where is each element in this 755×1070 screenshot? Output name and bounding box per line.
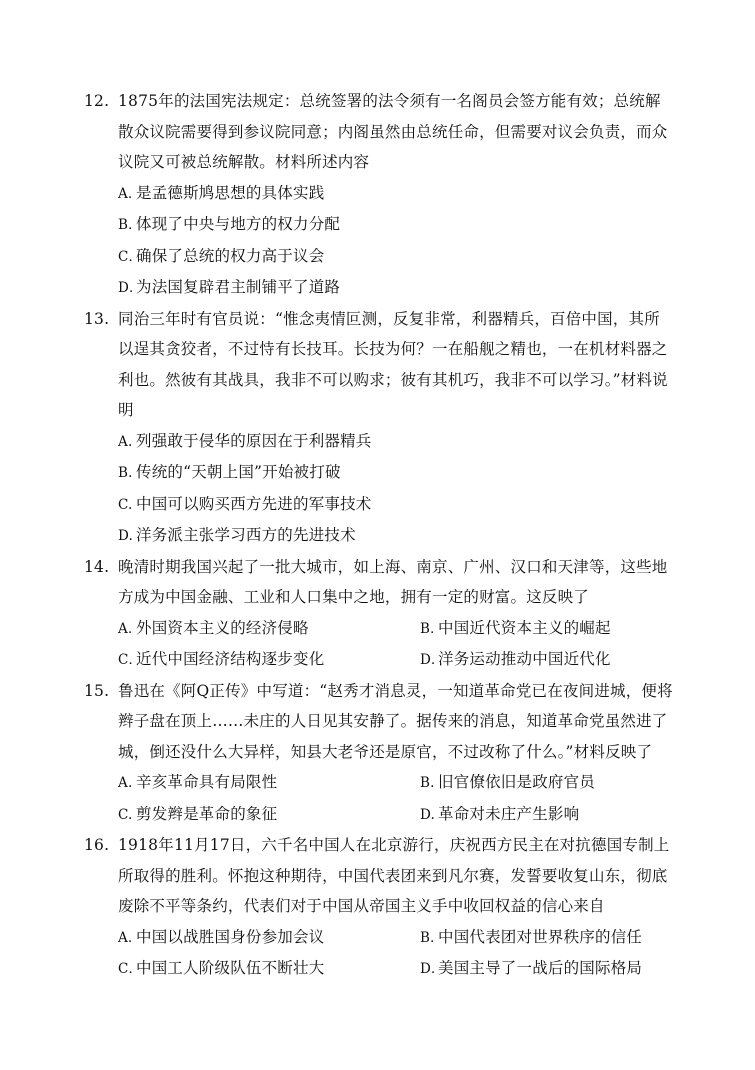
question-stem [0,552,755,613]
option-a [0,426,755,458]
option-b [0,457,755,489]
question-text: 鲁迅在《阿Q正传》中写道：“赵秀才消息灵，一知道革命党已在夜间进城，便将辫子盘在顶上……未庄的人日见其安静了。据传来的消息，知道革命党虽然进了城，倒还没什么大异样，知县大老爷还是原官，不过改称了什么。”材料反映了 [118,681,673,761]
option-letter: A． [118,620,142,637]
option-c [0,241,755,273]
option-text: 体现了中央与地方的权力分配 [136,215,341,233]
option-text: 中国代表团对世界秩序的信任 [438,927,643,946]
option-letter: C． [118,961,143,977]
option-letter: B. [420,775,435,791]
option-text: 近代中国经济结构逐步变化 [136,650,325,668]
option-letter: D. [420,806,436,823]
option-letter: D. [118,528,134,544]
option-text: 洋务派主张学习西方的先进技术 [136,526,356,544]
question-text: 1918年11月17日，六千名中国人在北京游行，庆祝西方民主在对抗德国专制上所取得的胜利。怀抱这种期待，中国代表团来到凡尔赛，发誓要收复山东，彻底废除不平等条约，代表们对于中国从帝国主义手中收回权益的信心来自 [118,836,670,915]
option-text: 革命对未庄产生影响 [438,804,580,823]
option-c [118,644,420,676]
question-text: 1875年的法国宪法规定：总统签署的法令须有一名阁员会签方能有效；总统解散众议院需要得到参议院同意；内阁虽然由总统任命，但需要对议会负责，而众议院又可被总统解散。材料所述内容 [118,92,668,171]
option-letter: B． [420,620,444,637]
option-letter: D． [118,280,143,296]
option-letter: B． [420,929,444,946]
option-c [118,799,420,831]
option-text: 旧官僚依旧是政府官员 [438,773,596,791]
option-text: 中国以战胜国身份参加会议 [136,927,325,946]
question-number: 12. [84,92,110,110]
option-text: 是孟德斯鸠思想的具体实践 [136,183,325,202]
option-list [0,426,755,552]
question-stem [0,86,755,178]
option-d [0,520,755,552]
question-14 [0,552,755,676]
option-c [0,489,755,521]
option-text: 剪发辫是革命的象征 [136,804,278,823]
question-stem [0,304,755,426]
option-text: 中国近代资本主义的崛起 [438,618,611,637]
option-text: 列强敢于侵华的原因在于利器精兵 [136,431,372,450]
option-text: 传统的“天朝上国”开始被打破 [136,463,341,481]
option-b [0,209,755,241]
option-letter: C． [118,652,143,668]
question-text: 晚清时期我国兴起了一批大城市，如上海、南京、广州、汉口和天津等，这些地方成为中国金融、工业和人口集中之地，拥有一定的财富。这反映了 [118,557,668,606]
option-d [420,799,720,831]
option-text: 中国工人阶级队伍不断壮大 [136,959,325,977]
option-text: 美国主导了一战后的国际格局 [438,959,643,977]
question-stem [0,676,755,768]
option-letter: C． [118,248,143,265]
option-d [420,644,720,676]
question-16 [0,830,755,985]
option-letter: D． [420,652,445,668]
option-letter: C. [118,806,133,823]
option-letter: A． [118,929,142,946]
option-list [0,178,755,304]
question-number: 16. [84,836,110,854]
option-text: 辛亥革命具有局限性 [136,773,278,791]
option-list [0,922,755,985]
option-letter: B. [118,465,133,481]
option-b [420,922,720,954]
option-letter: A． [118,185,142,202]
question-13 [0,304,755,552]
question-number: 13. [84,309,110,328]
option-letter: A. [118,775,133,791]
option-text: 为法国复辟君主制铺平了道路 [136,278,341,296]
option-a [118,613,420,645]
question-number: 14. [84,557,110,576]
option-text: 洋务运动推动中国近代化 [438,650,611,668]
option-list [0,767,755,830]
option-d [420,953,720,985]
option-a [0,178,755,210]
option-a [118,922,420,954]
exam-page [0,86,755,985]
option-letter: C. [118,496,133,513]
question-15 [0,676,755,831]
question-text: 同治三年时有官员说：“惟念夷情叵测，反复非常，利器精兵，百倍中国，其所以逞其贪狡者，不过恃有长技耳。长技为何？一在船舰之精也，一在机材料器之利也。然彼有其战具，我非不可以购求；彼有其机巧，我非不可以学习。”材料说明 [118,309,668,419]
option-c [118,953,420,985]
option-b [420,767,720,799]
option-a [118,767,420,799]
question-stem [0,830,755,922]
option-b [420,613,720,645]
question-number: 15. [84,681,110,700]
option-text: 中国可以购买西方先进的军事技术 [136,494,372,513]
question-12 [0,86,755,304]
option-d [0,272,755,304]
option-list [0,613,755,676]
option-letter: D． [420,961,445,977]
option-text: 外国资本主义的经济侵略 [136,618,309,637]
option-letter: A. [118,433,133,450]
option-text: 确保了总统的权力高于议会 [136,246,325,265]
option-letter: B． [118,217,142,233]
